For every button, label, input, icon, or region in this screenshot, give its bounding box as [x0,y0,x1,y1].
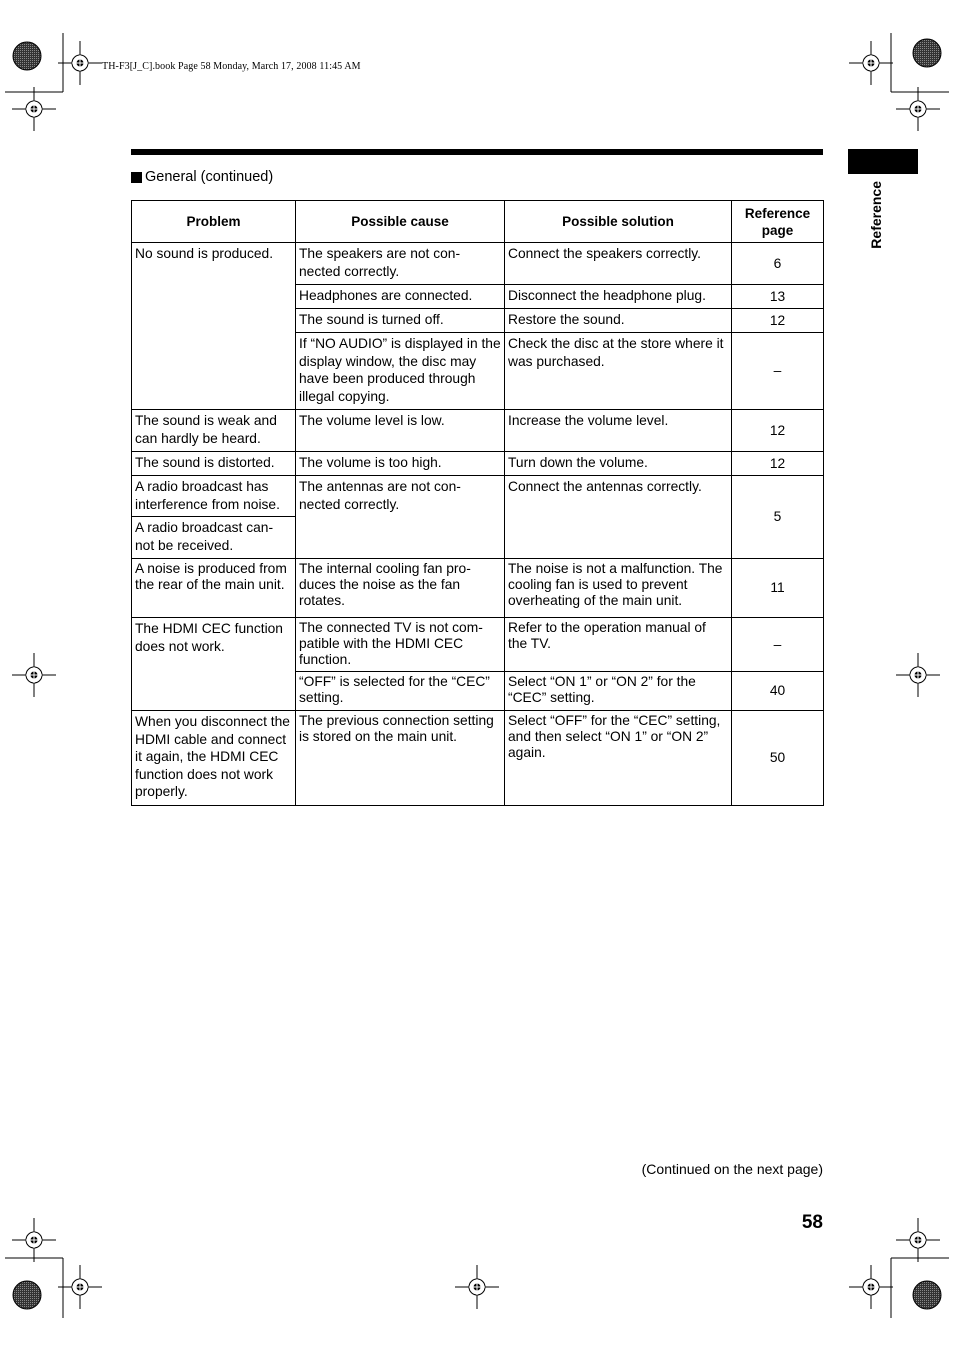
ref-cell: 12 [732,452,824,476]
table-row [132,559,824,618]
cause-cell: The volume level is low. [296,410,505,452]
table-row [132,452,824,476]
header-problem: Problem [132,201,296,243]
solution-cell: Restore the sound. [505,309,732,333]
solution-cell: Disconnect the headphone plug. [505,285,732,309]
cause-cell: The speakers are not con-nected correctly. [296,243,505,285]
cause-cell: The internal cooling fan pro-duces the noise as the fan rotates. [296,559,505,618]
book-info-header: TH-F3[J_C].book Page 58 Monday, March 17, 2008 11:45 AM [102,61,361,72]
solution-cell: Connect the antennas correctly. [505,476,732,559]
ref-cell: 6 [732,243,824,285]
ref-cell: 12 [732,410,824,452]
ref-cell: – [732,333,824,410]
table-row [132,243,824,285]
registration-mark [58,1265,102,1309]
ref-cell: 11 [732,559,824,618]
registration-mark [12,1218,56,1262]
solution-cell: Check the disc at the store where it was purchased. [505,333,732,410]
header-solution: Possible solution [505,201,732,243]
solution-cell: Select “OFF” for the “CEC” setting, and then select “ON 1” or “ON 2” again. [505,711,732,806]
section-title [131,169,273,185]
registration-mark [849,1265,893,1309]
registration-mark [455,1265,499,1309]
continued-note: (Continued on the next page) [641,1161,823,1177]
problem-cell: When you disconnect the HDMI cable and connect it again, the HDMI CEC function does not work properly. [132,711,296,806]
ref-cell: 13 [732,285,824,309]
cause-cell: The antennas are not con-nected correctly. [296,476,505,559]
registration-mark [12,87,56,131]
solution-cell: Connect the speakers correctly. [505,243,732,285]
page-number: 58 [801,1212,823,1233]
cause-cell: Headphones are connected. [296,285,505,309]
table-row [132,711,824,806]
table-row [132,410,824,452]
ref-cell: 5 [732,476,824,559]
troubleshooting-table [131,200,824,806]
cause-cell: The connected TV is not com-patible with the HDMI CEC function. [296,618,505,672]
problem-cell: The sound is weak and can hardly be heard. [132,410,296,452]
side-tab-label: Reference [868,181,884,249]
ref-cell: – [732,618,824,672]
registration-mark [896,1218,940,1262]
header-cause: Possible cause [296,201,505,243]
problem-cell: A radio broadcast has interference from noise. [132,476,296,517]
registration-mark [12,653,56,697]
section-title-text: General (continued) [145,169,274,185]
ref-cell: 50 [732,711,824,806]
cause-cell: If “NO AUDIO” is displayed in the display window, the disc may have been produced through illegal copying. [296,333,505,410]
table-row [132,618,824,672]
cause-cell: The previous connection setting is stored on the main unit. [296,711,505,806]
starburst-mark-top-right [913,39,941,67]
problem-cell: The sound is distorted. [132,452,296,476]
cause-cell: The volume is too high. [296,452,505,476]
solution-cell: Select “ON 1” or “ON 2” for the “CEC” setting. [505,672,732,711]
problem-cell: No sound is produced. [132,243,296,410]
problem-cell: A radio broadcast can-not be received. [132,517,296,559]
problem-cell: The HDMI CEC function does not work. [132,618,296,711]
cause-cell: The sound is turned off. [296,309,505,333]
header-ref: Reference page [732,201,824,243]
problem-cell: A noise is produced from the rear of the main unit. [132,559,296,618]
side-tab-block [848,149,918,174]
table-header-row [132,201,824,243]
cause-cell: “OFF” is selected for the “CEC” setting. [296,672,505,711]
registration-mark [849,41,893,85]
starburst-mark-bottom-left [13,1281,41,1309]
starburst-mark-top-left [13,42,41,70]
solution-cell: Increase the volume level. [505,410,732,452]
table-row [132,476,824,517]
starburst-mark-bottom-right [913,1281,941,1309]
ref-cell: 12 [732,309,824,333]
registration-mark [896,653,940,697]
solution-cell: The noise is not a malfunction. The cooling fan is used to prevent overheating of the main unit. [505,559,732,618]
registration-mark [58,41,102,85]
ref-cell: 40 [732,672,824,711]
solution-cell: Refer to the operation manual of the TV. [505,618,732,672]
square-bullet-icon [131,172,142,183]
top-rule [131,149,823,155]
registration-mark [896,87,940,131]
solution-cell: Turn down the volume. [505,452,732,476]
